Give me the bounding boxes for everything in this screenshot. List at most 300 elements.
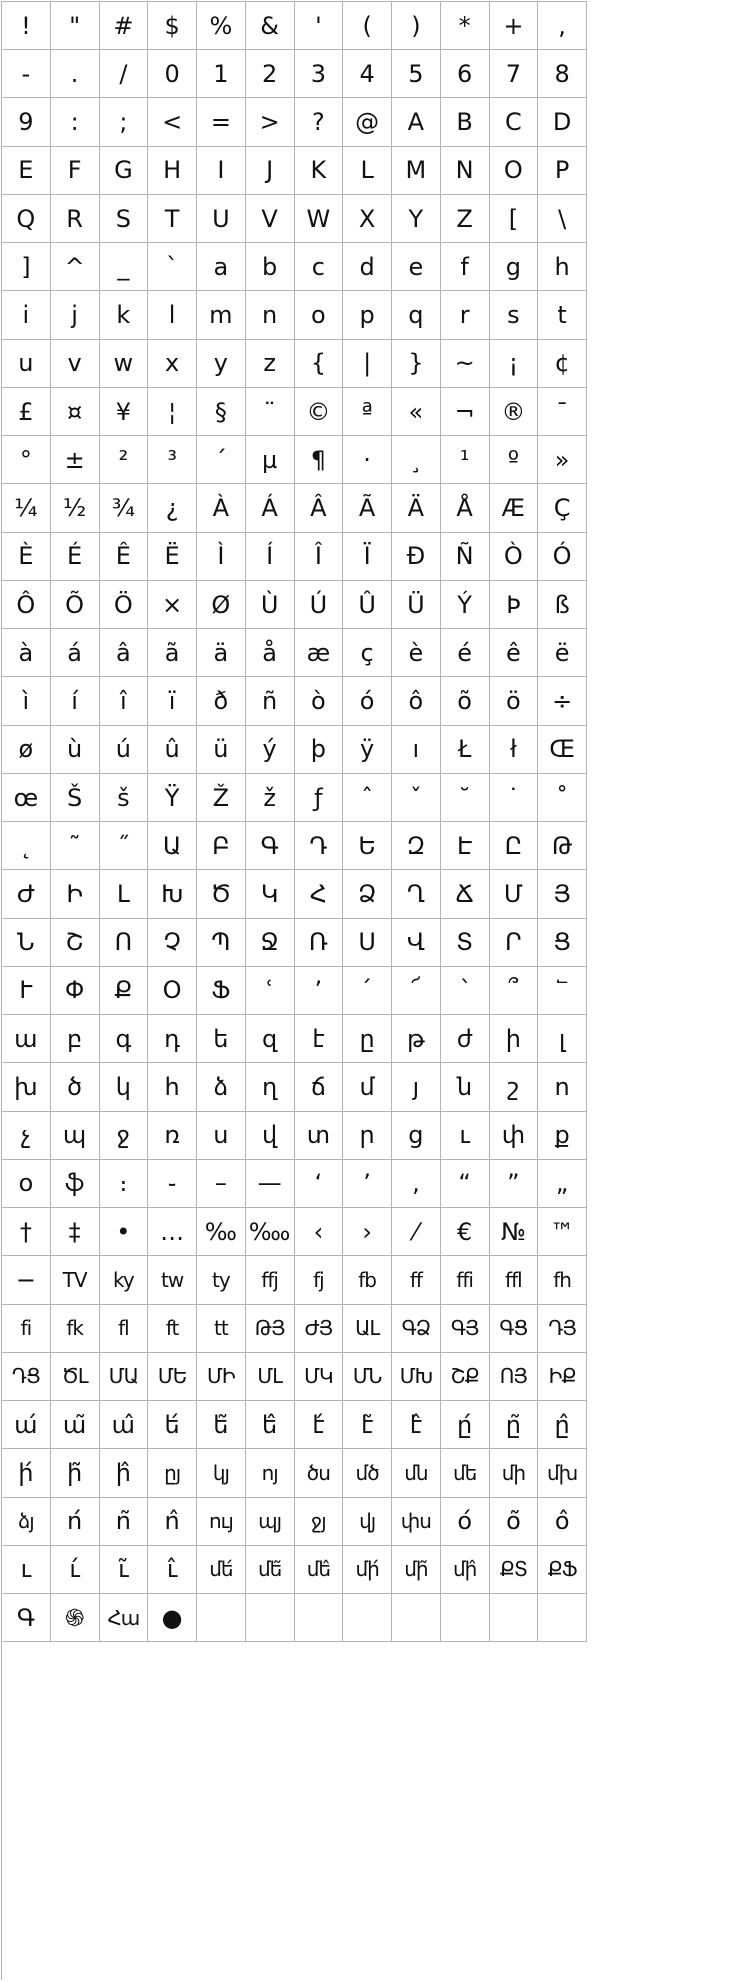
- glyph-cell: ՄԻ: [197, 1353, 246, 1401]
- empty-glyph-cell: [197, 1594, 246, 1642]
- glyph-cell: ե: [197, 1015, 246, 1063]
- glyph-cell: a: [197, 243, 246, 291]
- glyph-cell: Դ: [295, 822, 344, 870]
- glyph-cell: +: [490, 2, 539, 50]
- glyph-cell: օ̂: [538, 1498, 587, 1546]
- glyph-cell: Հ: [295, 870, 344, 918]
- glyph-cell: ⁄: [392, 1208, 441, 1256]
- glyph-cell: ‘: [295, 1160, 344, 1208]
- glyph-cell: ա: [2, 1015, 51, 1063]
- glyph-cell: ›: [343, 1208, 392, 1256]
- empty-glyph-cell: [392, 1594, 441, 1642]
- glyph-cell: é: [441, 629, 490, 677]
- glyph-cell: ՈՅ: [490, 1353, 539, 1401]
- glyph-cell: ւ́: [51, 1546, 100, 1594]
- glyph-cell: ԴՅ: [538, 1305, 587, 1353]
- glyph-cell: ¨: [246, 388, 295, 436]
- glyph-cell: ¡: [490, 340, 539, 388]
- glyph-cell: ՞: [490, 967, 539, 1015]
- glyph-cell: û: [148, 726, 197, 774]
- glyph-cell: Ր: [490, 919, 539, 967]
- glyph-cell: #: [100, 2, 149, 50]
- glyph-cell: ˘: [441, 774, 490, 822]
- glyph-cell: մե̂: [295, 1546, 344, 1594]
- glyph-cell: ա́: [2, 1401, 51, 1449]
- glyph-cell: C: [490, 98, 539, 146]
- glyph-cell: Հա: [100, 1594, 149, 1642]
- glyph-cell: Ւ: [2, 967, 51, 1015]
- glyph-cell: ղ: [246, 1063, 295, 1111]
- glyph-cell: Լ: [100, 870, 149, 918]
- glyph-cell: Ք: [100, 967, 149, 1015]
- glyph-cell: Շ: [51, 919, 100, 967]
- glyph-cell: ՔՏ: [490, 1546, 539, 1594]
- glyph-cell: թ: [392, 1015, 441, 1063]
- glyph-cell: N: [441, 147, 490, 195]
- glyph-cell: ւ: [2, 1546, 51, 1594]
- glyph-cell: ՜: [392, 967, 441, 1015]
- glyph-cell: ։: [100, 1160, 149, 1208]
- empty-glyph-cell: [538, 1594, 587, 1642]
- glyph-cell: ‡: [51, 1208, 100, 1256]
- glyph-cell: ‹: [295, 1208, 344, 1256]
- glyph-cell: է̃: [343, 1401, 392, 1449]
- glyph-cell: Գ: [246, 822, 295, 870]
- glyph-cell: յ: [392, 1063, 441, 1111]
- glyph-cell: fi: [2, 1305, 51, 1353]
- glyph-cell: ·: [343, 436, 392, 484]
- glyph-cell: ˝: [100, 822, 149, 870]
- glyph-cell: 9: [2, 98, 51, 146]
- glyph-cell: պյ: [246, 1498, 295, 1546]
- glyph-cell: Ց: [538, 919, 587, 967]
- glyph-cell: ձյ: [2, 1498, 51, 1546]
- glyph-cell: ւ̃: [100, 1546, 149, 1594]
- glyph-cell: ": [51, 2, 100, 50]
- glyph-cell: ~: [441, 340, 490, 388]
- glyph-cell: Ó: [538, 533, 587, 581]
- glyph-cell: W: [295, 195, 344, 243]
- glyph-cell: ֊: [148, 1160, 197, 1208]
- glyph-cell: fj: [295, 1256, 344, 1304]
- glyph-cell: ա̂: [100, 1401, 149, 1449]
- glyph-cell: x: [148, 340, 197, 388]
- glyph-cell: Թ: [538, 822, 587, 870]
- glyph-cell: Ձ: [343, 870, 392, 918]
- glyph-cell: ç: [343, 629, 392, 677]
- glyph-cell: Ճ: [441, 870, 490, 918]
- glyph-cell: 8: [538, 50, 587, 98]
- glyph-cell: մն: [392, 1449, 441, 1497]
- glyph-grid: [1, 1, 587, 1980]
- glyph-cell: i: [2, 291, 51, 339]
- glyph-cell: õ: [441, 677, 490, 725]
- glyph-cell: Յ: [538, 870, 587, 918]
- glyph-cell: ձ: [197, 1063, 246, 1111]
- glyph-cell: Ջ: [246, 919, 295, 967]
- glyph-cell: ն: [441, 1063, 490, 1111]
- glyph-cell: ;: [100, 98, 149, 146]
- glyph-cell: ւ̂: [148, 1546, 197, 1594]
- glyph-cell: fb: [343, 1256, 392, 1304]
- glyph-cell: €: [441, 1208, 490, 1256]
- glyph-cell: w: [100, 340, 149, 388]
- glyph-cell: շ: [490, 1063, 539, 1111]
- glyph-cell: ը́: [441, 1401, 490, 1449]
- glyph-cell: q: [392, 291, 441, 339]
- glyph-cell: 1: [197, 50, 246, 98]
- glyph-cell: փս: [392, 1498, 441, 1546]
- glyph-cell: ˙: [490, 774, 539, 822]
- glyph-cell: B: [441, 98, 490, 146]
- glyph-cell: Ã: [343, 484, 392, 532]
- glyph-cell: մե̃: [246, 1546, 295, 1594]
- glyph-cell: ’: [343, 1160, 392, 1208]
- glyph-cell: G: [100, 147, 149, 195]
- glyph-cell: ԺՅ: [295, 1305, 344, 1353]
- glyph-cell: F: [51, 147, 100, 195]
- glyph-cell: է: [295, 1015, 344, 1063]
- empty-glyph-cell: [490, 1594, 539, 1642]
- glyph-cell: [: [490, 195, 539, 243]
- glyph-cell: ‚: [392, 1160, 441, 1208]
- glyph-cell: Ա: [148, 822, 197, 870]
- glyph-cell: tw: [148, 1256, 197, 1304]
- glyph-cell: §: [197, 388, 246, 436]
- glyph-cell: Õ: [51, 581, 100, 629]
- glyph-cell: Ն: [2, 919, 51, 967]
- glyph-cell: è: [392, 629, 441, 677]
- glyph-cell: V: [246, 195, 295, 243]
- glyph-cell: S: [100, 195, 149, 243]
- glyph-cell: ©: [295, 388, 344, 436]
- glyph-cell: 4: [343, 50, 392, 98]
- glyph-cell: օ́: [441, 1498, 490, 1546]
- glyph-cell: ՛: [343, 967, 392, 1015]
- glyph-cell: մի: [490, 1449, 539, 1497]
- glyph-cell: l: [148, 291, 197, 339]
- glyph-cell: †: [2, 1208, 51, 1256]
- glyph-cell: o: [295, 291, 344, 339]
- glyph-cell: Ñ: [441, 533, 490, 581]
- glyph-cell: ծ: [51, 1063, 100, 1111]
- glyph-cell: ¼: [2, 484, 51, 532]
- glyph-cell: Չ: [148, 919, 197, 967]
- glyph-cell: ¢: [538, 340, 587, 388]
- glyph-cell: 2: [246, 50, 295, 98]
- glyph-cell: կ: [100, 1063, 149, 1111]
- glyph-cell: «: [392, 388, 441, 436]
- glyph-cell: O: [490, 147, 539, 195]
- glyph-cell: à: [2, 629, 51, 677]
- glyph-cell: ի̂: [100, 1449, 149, 1497]
- glyph-cell: Ս: [343, 919, 392, 967]
- glyph-cell: №: [490, 1208, 539, 1256]
- glyph-cell: L: [343, 147, 392, 195]
- glyph-cell: Պ: [197, 919, 246, 967]
- glyph-cell: y: [197, 340, 246, 388]
- glyph-cell: k: [100, 291, 149, 339]
- glyph-cell: ë: [538, 629, 587, 677]
- glyph-cell: ±: [51, 436, 100, 484]
- glyph-cell: g: [490, 243, 539, 291]
- glyph-cell: ,: [538, 2, 587, 50]
- glyph-cell: Վ: [392, 919, 441, 967]
- glyph-cell: ը̂: [538, 1401, 587, 1449]
- glyph-cell: ú: [100, 726, 149, 774]
- glyph-cell: J: [246, 147, 295, 195]
- glyph-cell: ²: [100, 436, 149, 484]
- glyph-cell: Û: [343, 581, 392, 629]
- glyph-cell: D: [538, 98, 587, 146]
- glyph-cell: Ի: [51, 870, 100, 918]
- glyph-cell: fk: [51, 1305, 100, 1353]
- glyph-cell: U: [197, 195, 246, 243]
- glyph-cell: ?: [295, 98, 344, 146]
- glyph-cell: լ: [538, 1015, 587, 1063]
- glyph-cell: “: [441, 1160, 490, 1208]
- glyph-cell: e: [392, 243, 441, 291]
- glyph-cell: ^: [51, 243, 100, 291]
- glyph-cell: ույ: [197, 1498, 246, 1546]
- glyph-cell: À: [197, 484, 246, 532]
- glyph-cell: ՟: [538, 967, 587, 1015]
- glyph-cell: ˜: [51, 822, 100, 870]
- glyph-cell: ƒ: [295, 774, 344, 822]
- glyph-cell: Š: [51, 774, 100, 822]
- glyph-cell: Í: [246, 533, 295, 581]
- glyph-cell: ÷: [538, 677, 587, 725]
- glyph-cell: Փ: [51, 967, 100, 1015]
- glyph-cell: Ð: [392, 533, 441, 581]
- glyph-cell: ™: [538, 1208, 587, 1256]
- glyph-cell: Ì: [197, 533, 246, 581]
- glyph-cell: Œ: [538, 726, 587, 774]
- glyph-cell: Մ: [490, 870, 539, 918]
- glyph-cell: փ: [490, 1112, 539, 1160]
- glyph-cell: =: [197, 98, 246, 146]
- glyph-cell: ¹: [441, 436, 490, 484]
- glyph-cell: @: [343, 98, 392, 146]
- glyph-cell: ԹՅ: [246, 1305, 295, 1353]
- glyph-cell: fl: [100, 1305, 149, 1353]
- glyph-cell: r: [441, 291, 490, 339]
- glyph-cell: {: [295, 340, 344, 388]
- glyph-cell: ¿: [148, 484, 197, 532]
- glyph-cell: ´: [197, 436, 246, 484]
- glyph-cell: ս: [197, 1112, 246, 1160]
- glyph-cell: է̂: [392, 1401, 441, 1449]
- glyph-cell: տ: [295, 1112, 344, 1160]
- glyph-cell: ‰: [197, 1208, 246, 1256]
- glyph-cell: ¥: [100, 388, 149, 436]
- glyph-cell: ó: [343, 677, 392, 725]
- glyph-cell: u: [2, 340, 51, 388]
- glyph-cell: ù: [51, 726, 100, 774]
- glyph-cell: Ժ: [2, 870, 51, 918]
- glyph-cell: ո̃: [100, 1498, 149, 1546]
- glyph-cell: 3: [295, 50, 344, 98]
- glyph-cell: 6: [441, 50, 490, 98]
- glyph-cell: …: [148, 1208, 197, 1256]
- glyph-cell: մխ: [538, 1449, 587, 1497]
- glyph-cell: ½: [51, 484, 100, 532]
- glyph-cell: ●: [148, 1594, 197, 1642]
- glyph-cell: |: [343, 340, 392, 388]
- glyph-cell: *: [441, 2, 490, 50]
- glyph-cell: կյ: [197, 1449, 246, 1497]
- glyph-cell: ֍: [51, 1594, 100, 1642]
- glyph-cell: մե́: [197, 1546, 246, 1594]
- glyph-cell: Þ: [490, 581, 539, 629]
- glyph-cell: /: [100, 50, 149, 98]
- glyph-cell: Է: [441, 822, 490, 870]
- glyph-cell: s: [490, 291, 539, 339]
- glyph-cell: ՄԱ: [100, 1353, 149, 1401]
- glyph-cell: ջյ: [295, 1498, 344, 1546]
- glyph-cell: b: [246, 243, 295, 291]
- glyph-cell: ì: [2, 677, 51, 725]
- glyph-cell: <: [148, 98, 197, 146]
- glyph-cell: E: [2, 147, 51, 195]
- glyph-cell: h: [538, 243, 587, 291]
- glyph-cell: ե̃: [197, 1401, 246, 1449]
- glyph-cell: ր: [343, 1112, 392, 1160]
- glyph-cell: f: [441, 243, 490, 291]
- glyph-cell: t: [538, 291, 587, 339]
- glyph-cell: ՄԵ: [148, 1353, 197, 1401]
- glyph-cell: ԱԼ: [343, 1305, 392, 1353]
- glyph-cell: Ý: [441, 581, 490, 629]
- empty-glyph-cell: [441, 1594, 490, 1642]
- glyph-cell: մի̃: [392, 1546, 441, 1594]
- glyph-cell: T: [148, 195, 197, 243]
- glyph-cell: Ž: [197, 774, 246, 822]
- glyph-cell: ff: [392, 1256, 441, 1304]
- glyph-cell: Ղ: [392, 870, 441, 918]
- glyph-cell: ք: [538, 1112, 587, 1160]
- glyph-cell: Ռ: [295, 919, 344, 967]
- glyph-cell: K: [295, 147, 344, 195]
- glyph-cell: Î: [295, 533, 344, 581]
- glyph-cell: »: [538, 436, 587, 484]
- glyph-cell: Ø: [197, 581, 246, 629]
- glyph-cell: H: [148, 147, 197, 195]
- glyph-cell: 5: [392, 50, 441, 98]
- glyph-cell: M: [392, 147, 441, 195]
- glyph-cell: զ: [246, 1015, 295, 1063]
- glyph-cell: Տ: [441, 919, 490, 967]
- glyph-cell: չ: [2, 1112, 51, 1160]
- glyph-cell: ՝: [441, 967, 490, 1015]
- glyph-cell: 0: [148, 50, 197, 98]
- glyph-cell: ä: [197, 629, 246, 677]
- glyph-cell: ըյ: [148, 1449, 197, 1497]
- glyph-cell: ԳՑ: [490, 1305, 539, 1353]
- glyph-cell: È: [2, 533, 51, 581]
- glyph-cell: մ: [343, 1063, 392, 1111]
- glyph-cell: tt: [197, 1305, 246, 1353]
- glyph-cell: –: [197, 1160, 246, 1208]
- glyph-cell: n: [246, 291, 295, 339]
- glyph-cell: ը̃: [490, 1401, 539, 1449]
- glyph-cell: m: [197, 291, 246, 339]
- glyph-cell: ց: [392, 1112, 441, 1160]
- glyph-cell: ո: [538, 1063, 587, 1111]
- glyph-cell: ñ: [246, 677, 295, 725]
- glyph-cell: ւ: [441, 1112, 490, 1160]
- glyph-cell: ¬: [441, 388, 490, 436]
- glyph-cell: %: [197, 2, 246, 50]
- glyph-cell: š: [100, 774, 149, 822]
- glyph-cell: Զ: [392, 822, 441, 870]
- glyph-cell: Ï: [343, 533, 392, 581]
- glyph-cell: դ: [148, 1015, 197, 1063]
- glyph-cell: z: [246, 340, 295, 388]
- glyph-cell: :: [51, 98, 100, 146]
- glyph-cell: ˛: [2, 822, 51, 870]
- glyph-cell: մե: [441, 1449, 490, 1497]
- glyph-cell: Ե: [343, 822, 392, 870]
- glyph-cell: þ: [295, 726, 344, 774]
- glyph-cell: É: [51, 533, 100, 581]
- glyph-cell: ¸: [392, 436, 441, 484]
- glyph-cell: ¶: [295, 436, 344, 484]
- glyph-cell: Ô: [2, 581, 51, 629]
- glyph-cell: „: [538, 1160, 587, 1208]
- glyph-cell: Y: [392, 195, 441, 243]
- glyph-cell: &: [246, 2, 295, 50]
- glyph-cell: Â: [295, 484, 344, 532]
- glyph-cell: է́: [295, 1401, 344, 1449]
- glyph-cell: վ: [246, 1112, 295, 1160]
- glyph-cell: խ: [2, 1063, 51, 1111]
- glyph-cell: ty: [197, 1256, 246, 1304]
- glyph-cell: պ: [51, 1112, 100, 1160]
- glyph-cell: ×: [148, 581, 197, 629]
- glyph-cell: í: [51, 677, 100, 725]
- glyph-cell: ı: [392, 726, 441, 774]
- glyph-cell: գ: [100, 1015, 149, 1063]
- glyph-cell: Å: [441, 484, 490, 532]
- glyph-cell: Գ: [2, 1594, 51, 1642]
- glyph-cell: Z: [441, 195, 490, 243]
- glyph-cell: ՚: [295, 967, 344, 1015]
- glyph-cell: I: [197, 147, 246, 195]
- glyph-cell: ՔՖ: [538, 1546, 587, 1594]
- glyph-cell: ա̃: [51, 1401, 100, 1449]
- glyph-cell: Ֆ: [197, 967, 246, 1015]
- glyph-cell: p: [343, 291, 392, 339]
- glyph-cell: d: [343, 243, 392, 291]
- glyph-cell: ե́: [148, 1401, 197, 1449]
- glyph-cell: Ծ: [197, 870, 246, 918]
- glyph-cell: ø: [2, 726, 51, 774]
- glyph-cell: î: [100, 677, 149, 725]
- glyph-cell: Կ: [246, 870, 295, 918]
- glyph-cell: _: [100, 243, 149, 291]
- glyph-cell: `: [148, 243, 197, 291]
- glyph-cell: Á: [246, 484, 295, 532]
- glyph-cell: ‱: [246, 1208, 295, 1256]
- glyph-cell: օ: [2, 1160, 51, 1208]
- glyph-cell: ¯: [538, 388, 587, 436]
- glyph-cell: ի́: [2, 1449, 51, 1497]
- glyph-cell: ԴՑ: [2, 1353, 51, 1401]
- glyph-cell: ԾԼ: [51, 1353, 100, 1401]
- glyph-cell: Ú: [295, 581, 344, 629]
- glyph-cell: œ: [2, 774, 51, 822]
